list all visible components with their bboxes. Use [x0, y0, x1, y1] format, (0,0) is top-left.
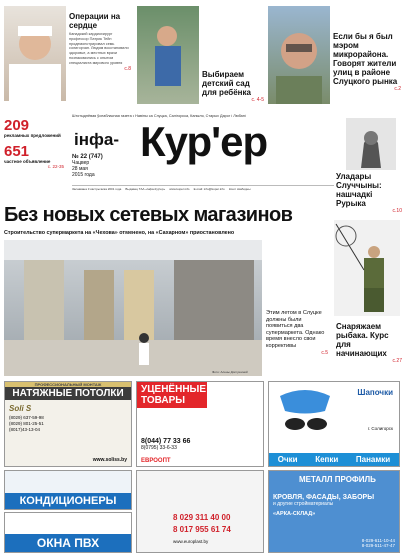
roof-phone-2: 8-029-511-47-47 [361, 543, 395, 548]
story-kindergarten[interactable] [202, 70, 264, 103]
ad-conditioners[interactable] [4, 470, 132, 510]
ceilings-brand: Soli S [9, 404, 32, 413]
center-site: www.europlast.by [173, 539, 209, 544]
supermarket-photo [4, 240, 262, 376]
stats-page: с. 22-35 [47, 164, 64, 169]
discount-title: УЦЕНЁННЫЕ ТОВАРЫ [137, 382, 207, 408]
roof-phones [362, 538, 395, 548]
discount-phone-2: 8(0795) 33-6-33 [141, 445, 177, 451]
caps-strip-caps: Кепки [315, 455, 339, 464]
story-rulers[interactable] [336, 172, 402, 214]
ad-center[interactable] [136, 470, 264, 553]
ad-discount[interactable] [136, 381, 264, 467]
story-mayor-page: с.2 [394, 86, 401, 92]
knight-photo [346, 118, 396, 170]
main-side-paragraph: Этим летом в Слуцке должны были появиться два супермаркета. Однако время внесло свои коррективы [266, 310, 325, 349]
stats-private-count: 651 [4, 143, 30, 160]
ad-ceilings[interactable] [4, 381, 132, 467]
roof-title: КРОВЛЯ, ФАСАДЫ, ЗАБОРЫ [273, 494, 375, 501]
ceilings-title: НАТЯЖНЫЕ ПОТОЛКИ [5, 387, 131, 400]
masthead-issue-info [72, 154, 103, 178]
story-heart[interactable] [69, 12, 131, 72]
doctor-photo [4, 6, 66, 101]
caps-brand: Шапочки [357, 388, 393, 397]
roof-subtitle: и другие стройматериалы [273, 501, 334, 507]
ceilings-phone-2: (8029) 801-25-51 [9, 421, 44, 426]
sunglasses-icon [275, 386, 335, 436]
discount-phone: 8(044) 77 33 66 [141, 438, 191, 445]
story-fishing-headline: Снаряжаем рыбака. Курс для начинающих [336, 322, 389, 358]
masthead-tagline: Штотыднёвая ўсеабласная газета • Навіны са Слуцка, Салігорска, Капыля, Старых Дарог і Любані [72, 114, 246, 118]
doctor-image [4, 6, 66, 101]
center-phone-2: 8 017 955 61 74 [173, 525, 231, 534]
caps-strip-panamas: Панамки [355, 455, 391, 464]
story-kindergarten-page: с. 4-5 [251, 97, 264, 103]
ceilings-site: www.soliss.by [92, 457, 127, 463]
stats-block[interactable] [4, 118, 64, 169]
main-headline[interactable]: Без новых сетевых магазинов [4, 204, 293, 226]
story-mayor-headline: Если бы я был мэром микрорайона. Говорят жители улиц в районе Слуцкого рынка [333, 32, 398, 86]
fisherman-photo [334, 220, 400, 316]
issue-year: 2015 года [72, 172, 95, 178]
stats-private-label: частное объявление [4, 159, 51, 164]
caps-city: г. Солигорск [367, 426, 393, 431]
issue-date: 28 мая [72, 166, 88, 172]
story-fishing[interactable] [336, 322, 402, 364]
story-rulers-page: с.10 [392, 208, 402, 214]
ad-caps[interactable] [268, 381, 400, 467]
masthead-name: Кур'ер [140, 118, 268, 165]
photo-credit: Фото: Алены Долгушиной [212, 370, 248, 374]
caps-strip-glasses: Очки [277, 455, 298, 464]
caps-strip [269, 453, 399, 466]
masthead[interactable] [72, 120, 332, 182]
story-heart-text: Канадский кардиохирург профессор Патрик Тейн продемонстрировал семь солигорчан. Людям восстановили здоровье, а местных врачи познакомились с опытом специалиста мирового уровня [69, 32, 129, 65]
ad-windows[interactable] [4, 512, 132, 553]
ceilings-phone-3: (8017)43-13-04 [9, 427, 41, 432]
story-mayor[interactable] [333, 32, 401, 92]
story-rulers-headline: Уладары Случчыны: нашчадкі Рурыка [336, 172, 382, 208]
kids-image [137, 6, 199, 104]
roof-shop: «АРКА-СКЛАД» [273, 511, 316, 517]
discount-logo: ЕВРООПТ [141, 458, 171, 464]
stats-ads-label: рекламных предложений [4, 133, 61, 138]
stats-ads-count: 209 [4, 117, 30, 134]
story-kindergarten-headline: Выбираем детский сад для ребёнка [202, 70, 251, 97]
masthead-prefix: інфа- [74, 130, 119, 149]
windows-title: ОКНА ПВХ [5, 534, 131, 552]
supermarket-image [4, 240, 262, 376]
issue-weekday: Чацвер [72, 160, 90, 166]
ceilings-phone-1: (8029) 637-59-98 [9, 415, 44, 420]
story-fishing-page: с.27 [392, 358, 402, 364]
roof-brand: МЕТАЛЛ ПРОФИЛЬ [299, 475, 376, 484]
kids-photo [137, 6, 199, 104]
main-subhead: Строительство супермаркета на «Чехова» отменено, на «Сахарном» приостановлено [4, 230, 235, 236]
issue-number: № 22 (747) [72, 154, 103, 160]
conditioners-title: КОНДИЦИОНЕРЫ [5, 493, 131, 509]
knight-image [346, 118, 396, 170]
main-side-page: с.5 [321, 349, 328, 356]
ceilings-banner: ПРОФЕССИОНАЛЬНЫЙ МОНТАЖ [5, 382, 131, 387]
main-side-text[interactable] [266, 310, 328, 356]
story-heart-page: с.8 [124, 65, 131, 72]
ad-roof[interactable] [268, 470, 400, 553]
story-heart-headline: Операции на сердце [69, 12, 121, 30]
ceilings-phones [9, 415, 131, 433]
masthead-footer: Заснавана 3 кастрычніка 2001 года Выдавец ТАА «Інфа-Кур'ер» www.kuper.info E-mail: info@kuper.info Кошт свабодны [72, 185, 334, 191]
old-man-image [268, 6, 330, 104]
center-phone-1: 8 029 311 40 00 [173, 513, 231, 522]
old-man-photo [268, 6, 330, 104]
roof-phone-1: 8-029-611-10-44 [361, 538, 395, 543]
fisherman-image [334, 220, 400, 316]
